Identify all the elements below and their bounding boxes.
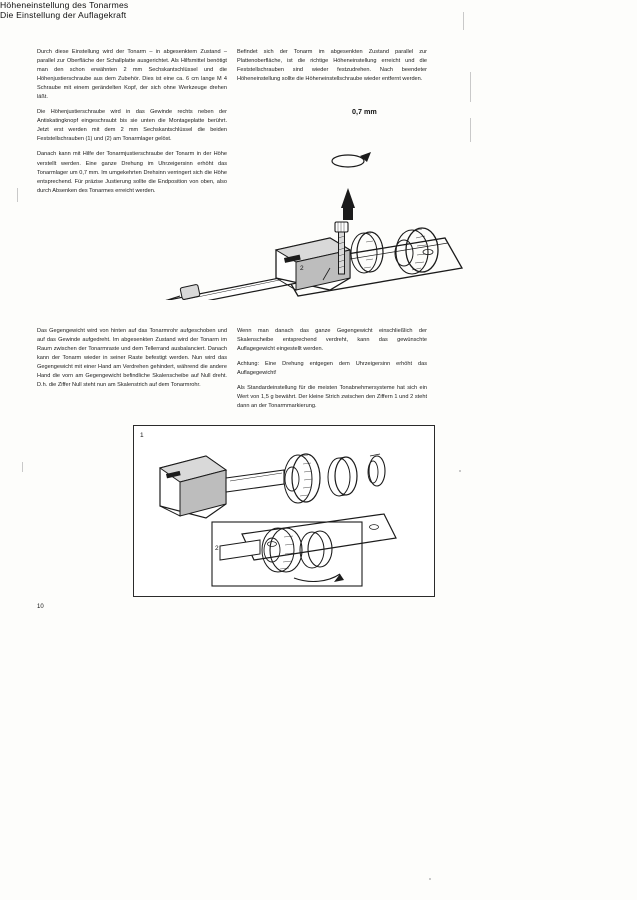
scan-mark [22, 462, 23, 472]
figure-tracking-force-drawing [134, 426, 432, 594]
paragraph: Achtung: Eine Drehung entgegen dem Uhrzeigersinn erhöht das Auflagegewicht! [237, 361, 427, 377]
dimension-label-0-7mm: 0,7 mm [352, 107, 377, 116]
section-heading-height: Höheneinstellung des Tonarmes [0, 0, 129, 10]
paragraph: Danach kann mit Hilfe der Tonarmjustierschraube der Tonarm in der Höhe verstellt werden. Eine ganze Drehung im Uhrzeigersinn erhöht das Tonarmlager um 0,7 mm. Im umgekehrten Drehsinn verringert sich die Höhe entsprechend. Für präzise Justierung sollte die Endposition von oben, also durch Absenken des Tonarmes erreicht werden. [37, 151, 227, 194]
scan-mark [17, 188, 18, 202]
figure-height-adjustment-drawing [30, 100, 470, 300]
paragraph: Die Höhenjustierschraube wird in das Gewinde rechts neben der Antiskatingknopf eingeschraubt bis sie unten die Montageplatte berührt. Jetzt erst werden mit dem 2 mm Sechskantschlüssel die beiden Feststellschrauben (1) und (2) am Tonarmlager gelöst. [37, 109, 227, 143]
scan-mark [463, 12, 464, 30]
scan-mark [470, 118, 471, 142]
scan-mark [470, 72, 471, 102]
scan-mark [429, 878, 431, 880]
section1-right-column [237, 48, 427, 90]
scan-mark [459, 470, 461, 472]
paragraph: Als Standardeinstellung für die meisten Tonabnehmersysteme hat sich ein Wert von 1,5 g bewährt. Der kleine Strich zwischen den Ziffern 1 und 2 steht dann an der Tonarmmarkierung. [237, 385, 427, 410]
figure-height-adjustment [30, 100, 470, 300]
figure-tracking-force-box [133, 425, 435, 597]
section2-right-column [237, 327, 427, 417]
figure2-callout-1: 1 [140, 432, 144, 439]
section2-left-column [37, 327, 227, 396]
figure2-callout-2: 2 [215, 545, 219, 552]
figure1-callout-2: 2 [300, 265, 304, 272]
section-heading-tracking-force: Die Einstellung der Auflagekraft [0, 10, 127, 20]
paragraph: Befindet sich der Tonarm im abgesenkten Zustand parallel zur Plattenoberfläche, ist die richtige Höheneinstellung erreicht und die Feststellschrauben sind wieder festzudrehen. Nach beendeter Höheneinstellung sollte die Höheneinstellschraube wieder entfernt werden. [237, 49, 427, 83]
page-number: 10 [37, 604, 44, 610]
paragraph: Das Gegengewicht wird von hinten auf das Tonarmrohr aufgeschoben und auf das Gewinde aufgedreht. Im abgesenkten Zustand wird der Tonarm im Raum zwischen der Tonarmraste und dem Tellerrand ausbalanciert. Danach kann der Tonarm wieder in seiner Raste befestigt werden. Nun wird das Gegengewicht mit einer Hand am Verdrehen gehindert, während die andere Hand die vorn am Gegengewicht befindliche Skalenscheibe auf Null dreht. D.h. die Ziffer Null steht nun am Skalenstrich auf dem Tonarmrohr. [37, 328, 227, 389]
paragraph: Durch diese Einstellung wird der Tonarm – in abgesenktem Zustand – parallel zur Oberfläche der Schallplatte ausgerichtet. Als Hilfsmittel benötigt man den schon erwähnten 2 mm Sechskantschlüssel und die Höhenjustierschraube aus dem Zubehör. Dies ist eine ca. 6 cm lange M 4 Schraube mit einem gerändelten Kopf, der sich ohne Werkzeuge drehen läßt. [37, 49, 227, 101]
paragraph: Wenn man danach das ganze Gegengewicht einschließlich der Skalenscheibe entsprechend verdreht, kann das gewünschte Auflagegewicht eingestellt werden. [237, 328, 427, 353]
